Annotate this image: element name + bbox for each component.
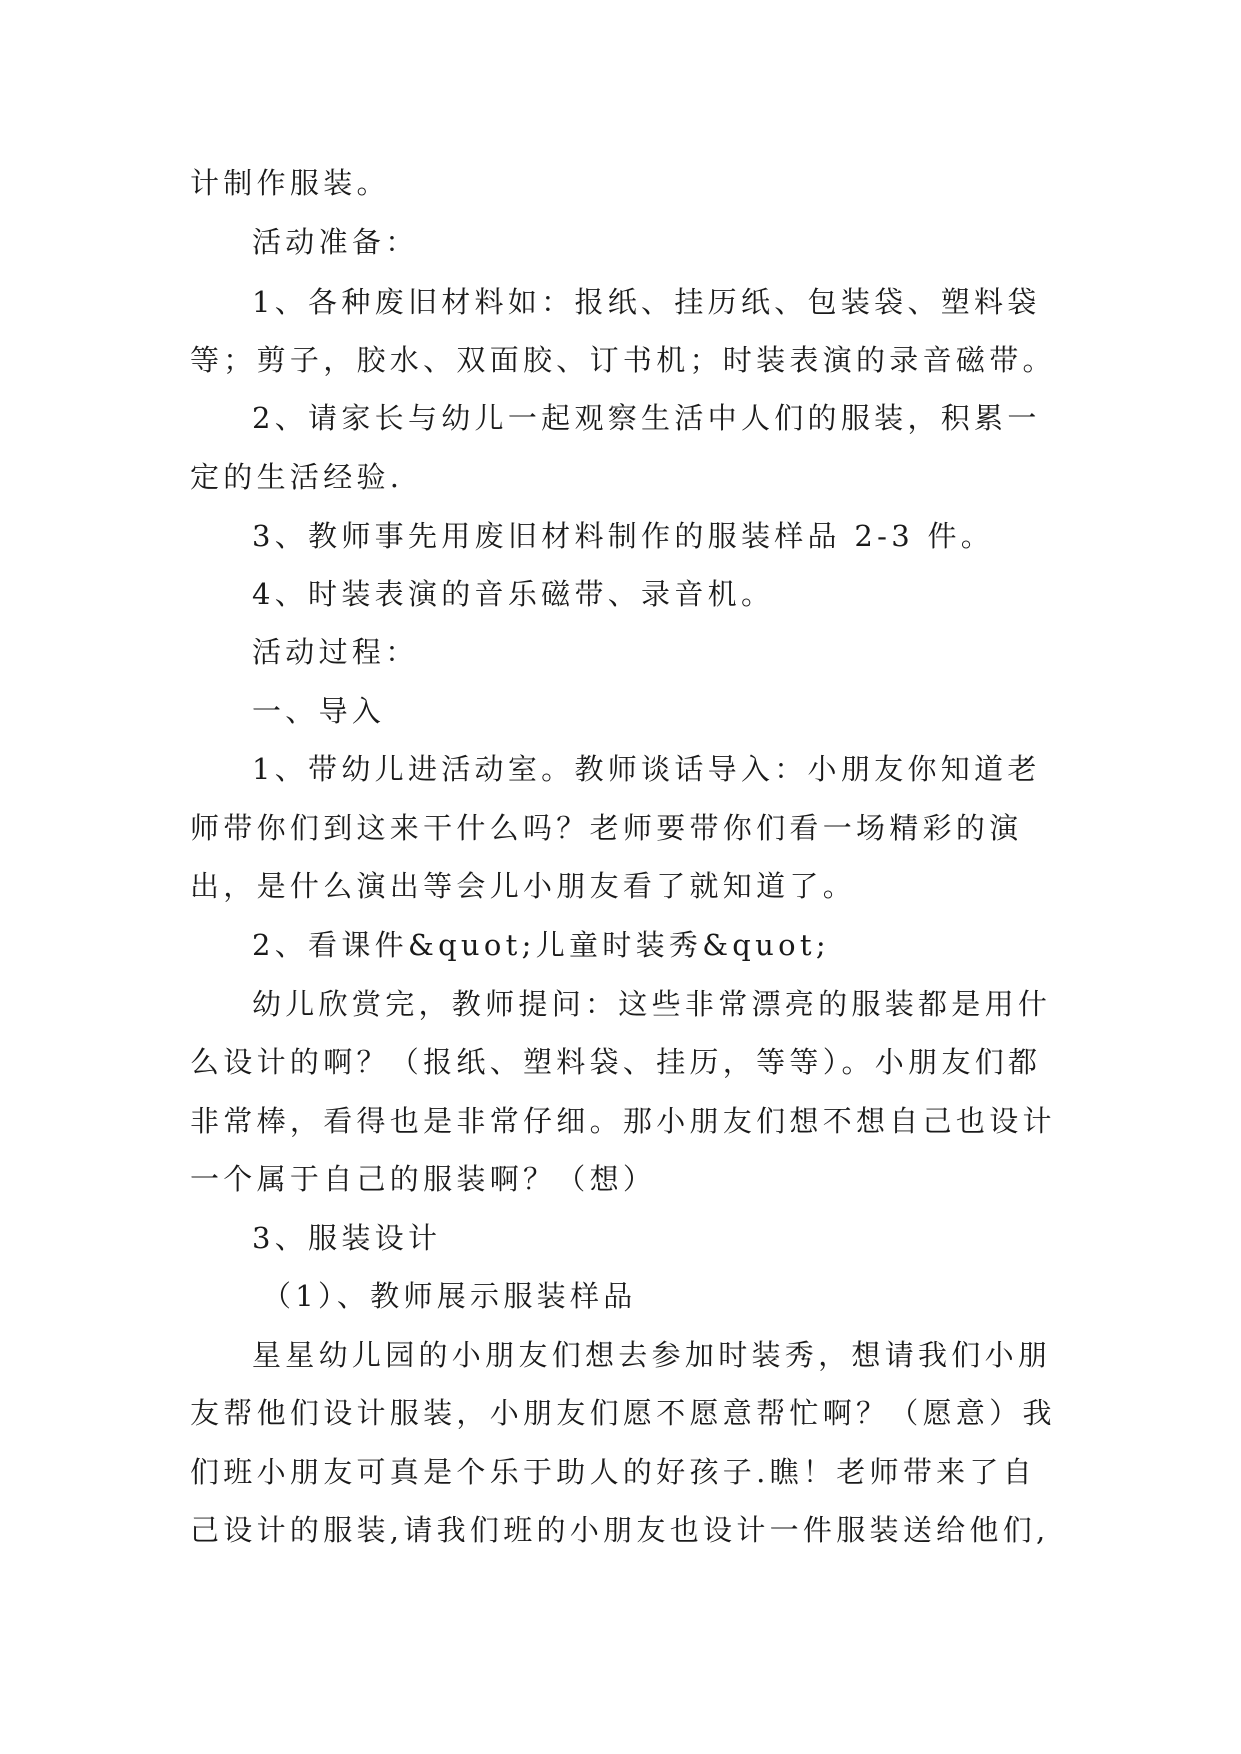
text-line: 2、看课件&quot;儿童时装秀&quot; xyxy=(252,928,830,962)
text-line: 己设计的服装,请我们班的小朋友也设计一件服装送给他们, xyxy=(190,1513,1050,1547)
text-line: 幼儿欣赏完，教师提问：这些非常漂亮的服装都是用什 xyxy=(252,987,1052,1021)
text-line: 友帮他们设计服装，小朋友们愿不愿意帮忙啊？（愿意）我 xyxy=(190,1396,1056,1430)
text-line: 们班小朋友可真是个乐于助人的好孩子.瞧！老师带来了自 xyxy=(190,1455,1037,1489)
text-line: 3、教师事先用废旧材料制作的服装样品 2-3 件。 xyxy=(252,519,995,553)
text-line: 等；剪子，胶水、双面胶、订书机；时装表演的录音磁带。 xyxy=(190,343,1056,377)
text-line: 1、各种废旧材料如：报纸、挂历纸、包装袋、塑料袋 xyxy=(252,285,1041,319)
section-heading: 活动过程： xyxy=(252,635,419,669)
text-line: 计制作服装。 xyxy=(190,166,390,200)
text-line: 师带你们到这来干什么吗？老师要带你们看一场精彩的演 xyxy=(190,811,1023,845)
text-line: 非常棒，看得也是非常仔细。那小朋友们想不想自己也设计 xyxy=(190,1104,1056,1138)
text-line: 出，是什么演出等会儿小朋友看了就知道了。 xyxy=(190,869,857,903)
section-heading: 活动准备： xyxy=(252,225,419,259)
section-heading: 3、服装设计 xyxy=(252,1221,442,1255)
section-heading: 一、导入 xyxy=(252,694,386,728)
sub-heading: （1）、教师展示服装样品 xyxy=(262,1279,637,1313)
text-line: 4、时装表演的音乐磁带、录音机。 xyxy=(252,577,775,611)
text-line: 1、带幼儿进活动室。教师谈话导入：小朋友你知道老 xyxy=(252,752,1041,786)
text-line: 星星幼儿园的小朋友们想去参加时装秀，想请我们小朋 xyxy=(252,1338,1052,1372)
text-line: 一个属于自己的服装啊？（想） xyxy=(190,1162,657,1196)
text-line: 定的生活经验. xyxy=(190,460,404,494)
text-line: 么设计的啊？（报纸、塑料袋、挂历，等等）。小朋友们都 xyxy=(190,1045,1042,1079)
text-line: 2、请家长与幼儿一起观察生活中人们的服装，积累一 xyxy=(252,401,1041,435)
